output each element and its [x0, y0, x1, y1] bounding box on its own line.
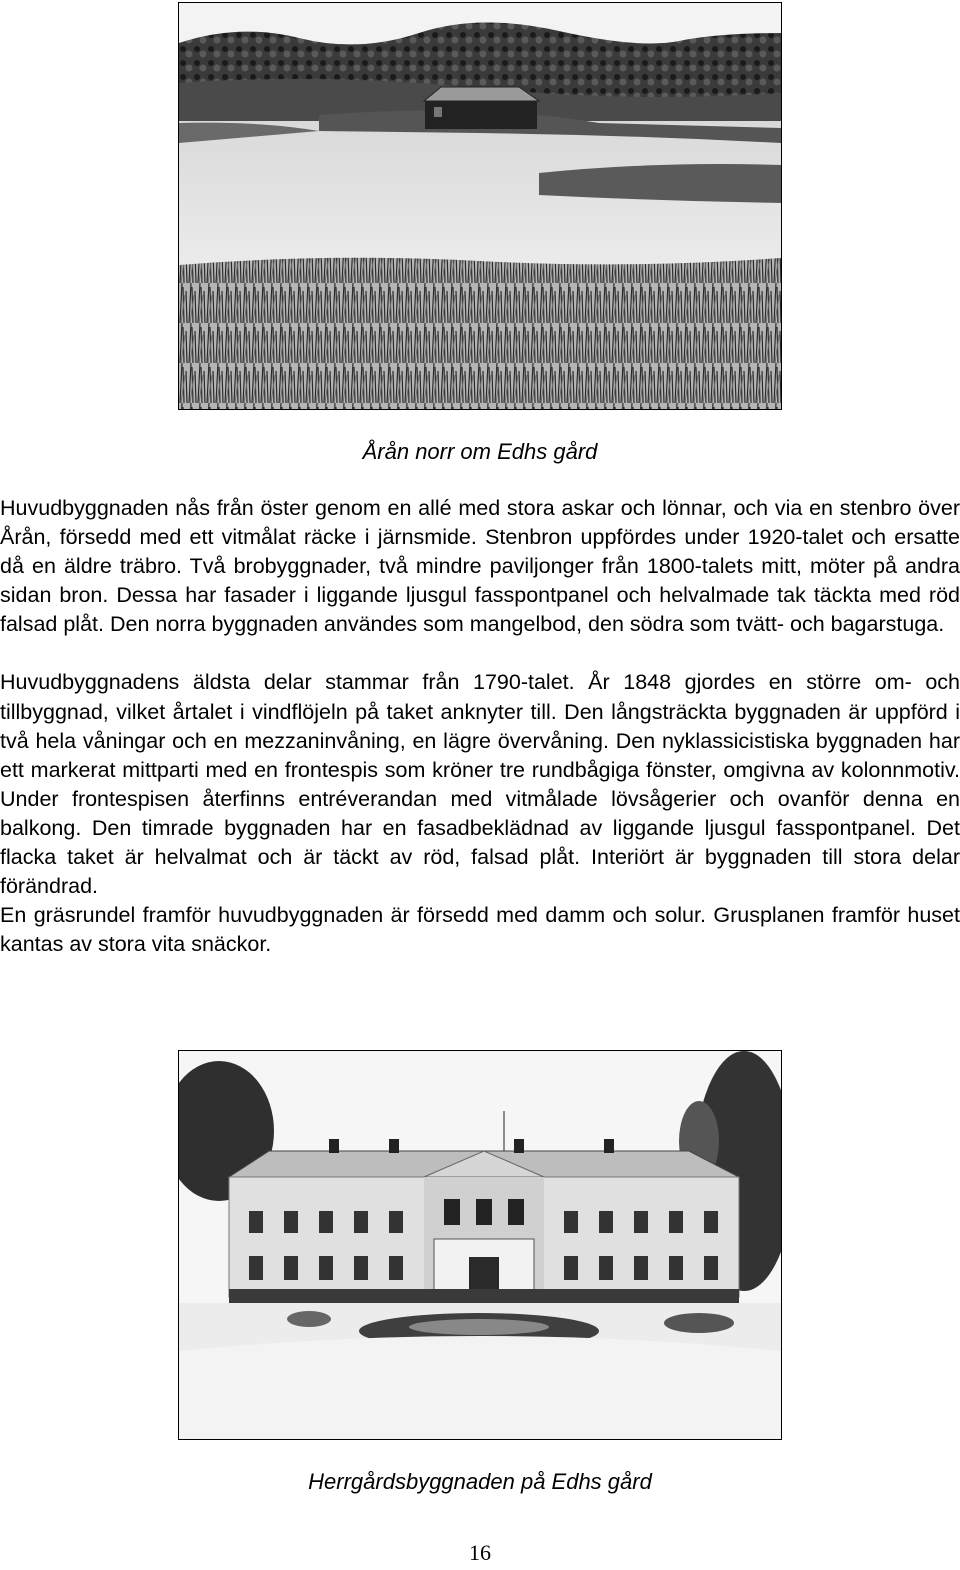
lake-photo	[178, 2, 782, 410]
bottom-photo-caption: Herrgårdsbyggnaden på Edhs gård	[308, 1469, 652, 1494]
top-photo-caption: Årån norr om Edhs gård	[362, 439, 598, 464]
body-text	[0, 494, 960, 959]
paragraph-main-building: Huvudbyggnadens äldsta delar stammar från 1790-talet. År 1848 gjordes en större om- och tillbyggnad, vilket årtalet i vindflöjeln på taket anknyter till. Den långsträckta byggnaden är uppförd i två hela våningar och en mezzaninvåning, en lägre övervåning. Den nyklassicistiska byggnaden har ett markerat mittparti med en frontespis som kröner tre rundbågiga fönster, omgivna av kolonnmotiv. Under frontespisen återfinns entréverandan med vitmålade lövsågerier och ovanför denna en balkong. Den timrade byggnaden har en fasadbeklädnad av liggande ljusgul fasspontpanel. Det flacka taket är helvalmat och är täckt av röd, falsad plåt. Interiört är byggnaden till stora delar förändrad.	[0, 670, 960, 899]
paragraph-garden: En gräsrundel framför huvudbyggnaden är försedd med damm och solur. Grusplanen framför huset kantas av stora vita snäckor.	[0, 903, 960, 957]
paragraph-access-and-pavilions: Huvudbyggnaden nås från öster genom en allé med stora askar och lönnar, och via en stenbro över Årån, försedd med ett vitmålat räcke i järnsmide. Stenbron uppfördes under 1920-talet och ersatte då en äldre träbro. Två brobyggnader, två mindre paviljonger från 1800-talets mitt, möter på andra sidan bron. Dessa har fasader i liggande ljusgul fasspontpanel och helvalmade tak täckta med röd falsad plåt. Den norra byggnaden användes som mangelbod, den södra som tvätt- och bagarstuga.	[0, 496, 960, 637]
manor-photo-illustration	[179, 1051, 781, 1439]
page-number: 16	[469, 1540, 491, 1565]
lake-photo-illustration	[179, 3, 781, 409]
manor-photo	[178, 1050, 782, 1440]
